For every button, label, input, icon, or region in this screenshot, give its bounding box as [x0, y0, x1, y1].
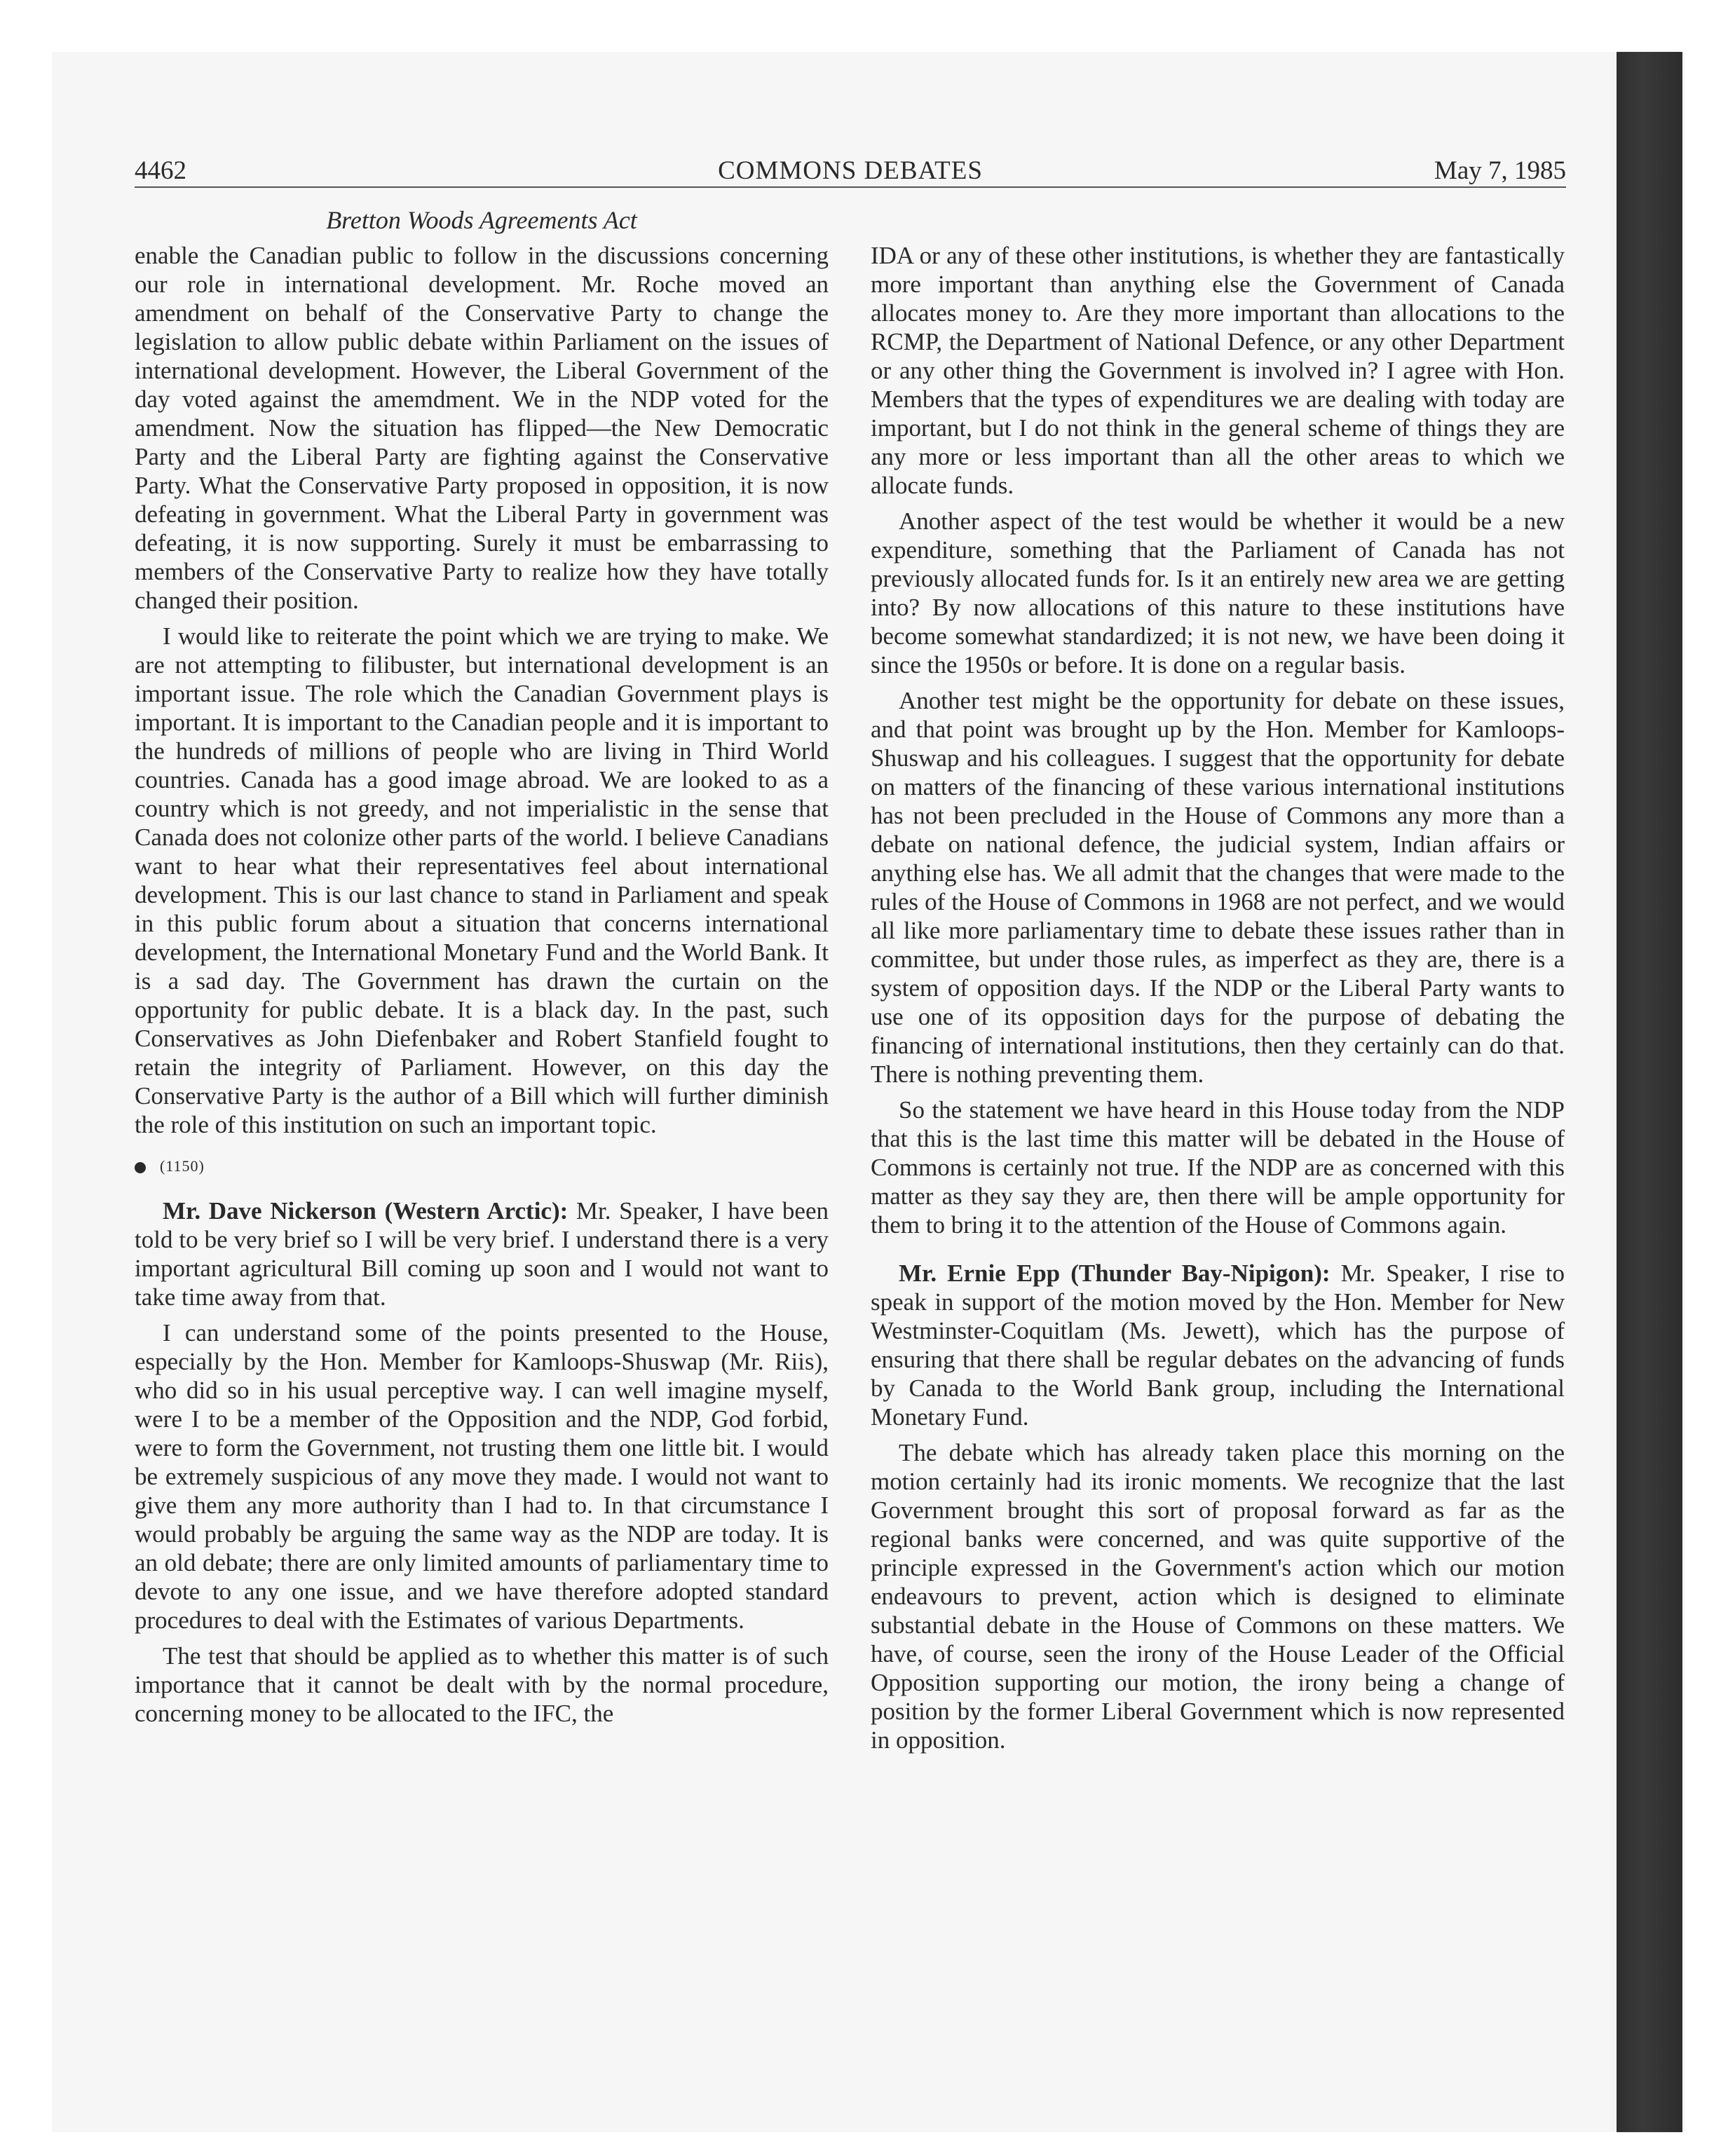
paragraph: So the statement we have heard in this House today from the NDP that this is the last time this matter will be debated in the House of Commons is certainly not true. If the NDP are as concerned with this matter as they say they are, then there will be ample opportunity for them to bring it to the attention of the House of Commons again.: [871, 1096, 1565, 1239]
page-number: 4462: [135, 156, 186, 185]
speech-paragraph: [135, 1196, 829, 1311]
paragraph: Another test might be the opportunity for debate on these issues, and that point was brought up by the Hon. Member for Kamloops-Shuswap and his colleagues. I suggest that the opportunity for debate on matters of the financing of these various international institutions has not been precluded in the House of Commons any more than a debate on national defence, the judicial system, Indian affairs or anything else has. We all admit that the changes that were made to the rules of the House of Commons in 1968 are not perfect, and we would all like more parliamentary time to debate these issues rather than in committee, but under those rules, as imperfect as they are, there is a system of opposition days. If the NDP or the Liberal Party wants to use one of its opposition days for the purpose of debating the financing of international institutions, then they certainly can do that. There is nothing preventing them.: [871, 687, 1565, 1088]
time-marker-text: (1150): [160, 1157, 205, 1175]
page-header: [135, 151, 1566, 191]
paragraph: I would like to reiterate the point which we are trying to make. We are not attempting to filibuster, but international development is an important issue. The role which the Canadian Government plays is important. It is important to the Canadian people and it is important to the hundreds of millions of people who are living in Third World countries. Canada has a good image abroad. We are looked to as a country which is not greedy, and not imperialistic in the sense that Canada does not colonize other parts of the world. I believe Canadians want to hear what their representatives feel about international development. This is our last chance to stand in Parliament and speak in this public forum about a situation that concerns international development, the International Monetary Fund and the World Bank. It is a sad day. The Government has drawn the curtain on the opportunity for public debate. It is a black day. In the past, such Conservatives as John Diefenbaker and Robert Stanfield fought to retain the integrity of Parliament. However, on this day the Conservative Party is the author of a Bill which will further diminish the role of this institution on such an important topic.: [135, 622, 829, 1138]
right-column: [871, 241, 1565, 1761]
binding-edge: [1617, 52, 1682, 2132]
speech-text: Mr. Speaker, I rise to speak in support of the motion moved by the Hon. Member for New Westminster-Coquitlam (Ms. Jewett), which has the purpose of ensuring that there shall be regular debates on the advancing of funds by Canada to the World Bank group, including the International Monetary Fund.: [871, 1260, 1565, 1431]
publication-title: COMMONS DEBATES: [718, 156, 983, 185]
publication-date: May 7, 1985: [1434, 156, 1566, 185]
paragraph: I can understand some of the points presented to the House, especially by the Hon. Member for Kamloops-Shuswap (Mr. Riis), who did so in his usual perceptive way. I can well imagine myself, were I to be a member of the Opposition and the NDP, God forbid, were to form the Government, not trusting them one little bit. I would be extremely suspicious of any move they made. I would not want to give them any more authority than I had to. In that circumstance I would probably be arguing the same way as the NDP are today. It is an old debate; there are only limited amounts of parliamentary time to devote to any one issue, and we have therefore adopted standard procedures to deal with the Estimates of various Departments.: [135, 1319, 829, 1634]
speech-paragraph: [871, 1259, 1565, 1431]
paragraph: IDA or any of these other institutions, is whether they are fantastically more important than anything else the Government of Canada allocates money to. Are they more important than allocations to the RCMP, the Department of National Defence, or any other Department or any other thing the Government is involved in? I agree with Hon. Members that the types of expenditures we are dealing with today are important, but I do not think in the general scheme of things they are any more or less important than all the other areas to which we allocate funds.: [871, 242, 1565, 499]
bullet-icon: [135, 1162, 146, 1173]
paragraph: The debate which has already taken place this morning on the motion certainly had its ironic moments. We recognize that the last Government brought this sort of proposal forward as far as the regional banks were concerned, and was quite supportive of the principle expressed in the Government's action which our motion endeavours to prevent, action which is designed to eliminate substantial debate in the House of Commons on these matters. We have, of course, seen the irony of the House Leader of the Official Opposition supporting our motion, the irony being a change of position by the former Liberal Government which is now represented in opposition.: [871, 1439, 1565, 1754]
paragraph: enable the Canadian public to follow in the discussions concerning our role in international development. Mr. Roche moved an amendment on behalf of the Conservative Party to change the legislation to allow public debate within Parliament on the issues of international development. However, the Liberal Government of the day voted against the amemdment. We in the NDP voted for the amendment. Now the situation has flipped—the New Democratic Party and the Liberal Party are fighting against the Conservative Party. What the Conservative Party proposed in opposition, it is now defeating in government. What the Liberal Party in government was defeating, it is now supporting. Surely it must be embarrassing to members of the Conservative Party to realize how they have totally changed their position.: [135, 242, 829, 614]
header-rule: [135, 186, 1566, 188]
speaker-name: Mr. Ernie Epp (Thunder Bay-Nipigon):: [899, 1260, 1331, 1287]
paragraph: The test that should be applied as to whether this matter is of such importance that it cannot be dealt with by the normal procedure, concerning money to be allocated to the IFC, the: [135, 1642, 829, 1727]
left-column: [135, 241, 829, 1735]
running-title: Bretton Woods Agreements Act: [326, 206, 637, 234]
speaker-name: Mr. Dave Nickerson (Western Arctic):: [163, 1197, 569, 1224]
speech-text: Mr. Speaker, I have been told to be very brief so I will be very brief. I understand there is a very important agricultural Bill coming up soon and I would not want to take time away from that.: [135, 1197, 829, 1311]
paragraph: Another aspect of the test would be whether it would be a new expenditure, something that the Parliament of Canada has not previously allocated funds for. Is it an entirely new area we are getting into? By now allocations of this nature to these institutions have become somewhat standardized; it is not new, we have been doing it since the 1950s or before. It is done on a regular basis.: [871, 507, 1565, 678]
time-marker: [135, 1156, 829, 1177]
